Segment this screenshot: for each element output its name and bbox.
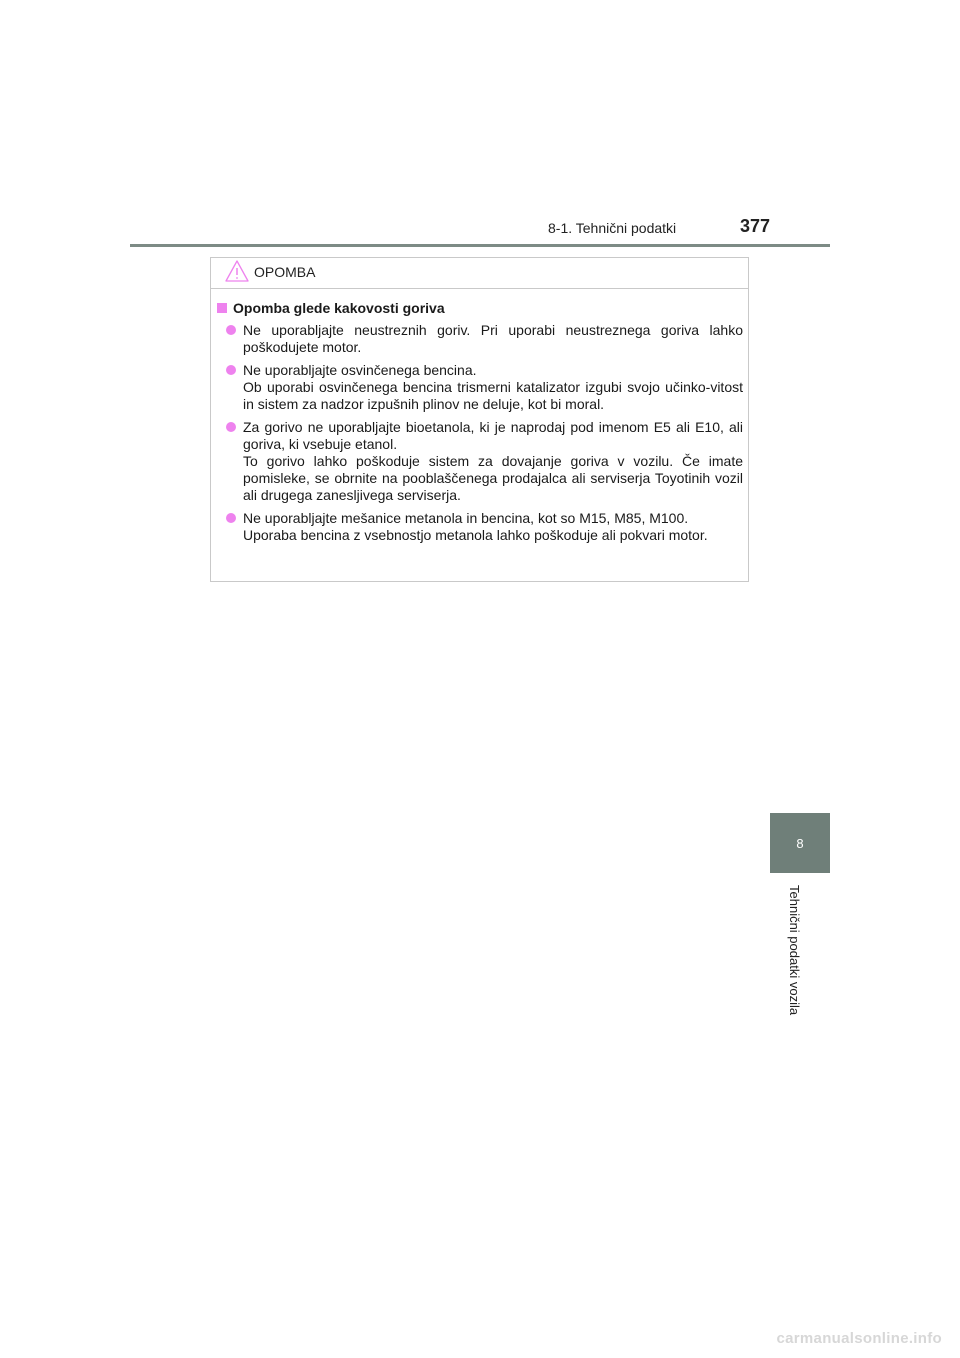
chapter-tab-label: Tehnični podatki vozila: [787, 885, 802, 1016]
notice-box: [210, 257, 749, 582]
item-text: Uporaba bencina z vsebnostjo metanola lahko poškoduje ali pokvari motor.: [243, 527, 708, 543]
list-item: [226, 322, 743, 356]
list-item: [226, 362, 743, 413]
item-text: Ne uporabljajte neustreznih goriv. Pri uporabi neustreznega goriva lahko poškodujete motor.: [243, 322, 743, 355]
circle-bullet-icon: [226, 513, 236, 523]
notice-header: [211, 258, 748, 289]
list-item: [226, 419, 743, 504]
watermark: carmanualsonline.info: [776, 1330, 942, 1347]
item-text: To gorivo lahko poškoduje sistem za dovajanje goriva v vozilu. Če imate pomisleke, se obrnite na pooblaščenega prodajalca ali serviserja Toyotinih vozil ali drugega zanesljivega serviserja.: [243, 453, 743, 503]
chapter-section-title: 8-1. Tehnični podatki: [548, 220, 677, 236]
header-rule: [130, 244, 830, 247]
section-heading: [217, 300, 445, 316]
warning-icon: [225, 259, 249, 283]
item-text: Ob uporabi osvinčenega bencina trismerni katalizator izgubi svojo učinko-vitost in sistem za nadzor izpušnih plinov ne deluje, kot bi moral.: [243, 379, 743, 412]
item-text: Za gorivo ne uporabljajte bioetanola, ki je naprodaj pod imenom E5 ali E10, ali goriva, ki vsebuje etanol.: [243, 419, 743, 452]
circle-bullet-icon: [226, 325, 236, 335]
notice-title: OPOMBA: [254, 264, 316, 280]
item-text: Ne uporabljajte osvinčenega bencina.: [243, 362, 477, 378]
page-number: 377: [740, 216, 771, 236]
chapter-tab-number: 8: [796, 835, 804, 851]
circle-bullet-icon: [226, 365, 236, 375]
section-heading-text: Opomba glede kakovosti goriva: [233, 300, 445, 316]
circle-bullet-icon: [226, 422, 236, 432]
notice-items: [226, 322, 743, 550]
square-bullet-icon: [217, 303, 227, 313]
list-item: [226, 510, 743, 544]
item-text: Ne uporabljajte mešanice metanola in bencina, kot so M15, M85, M100.: [243, 510, 689, 526]
chapter-tab: [770, 813, 830, 873]
